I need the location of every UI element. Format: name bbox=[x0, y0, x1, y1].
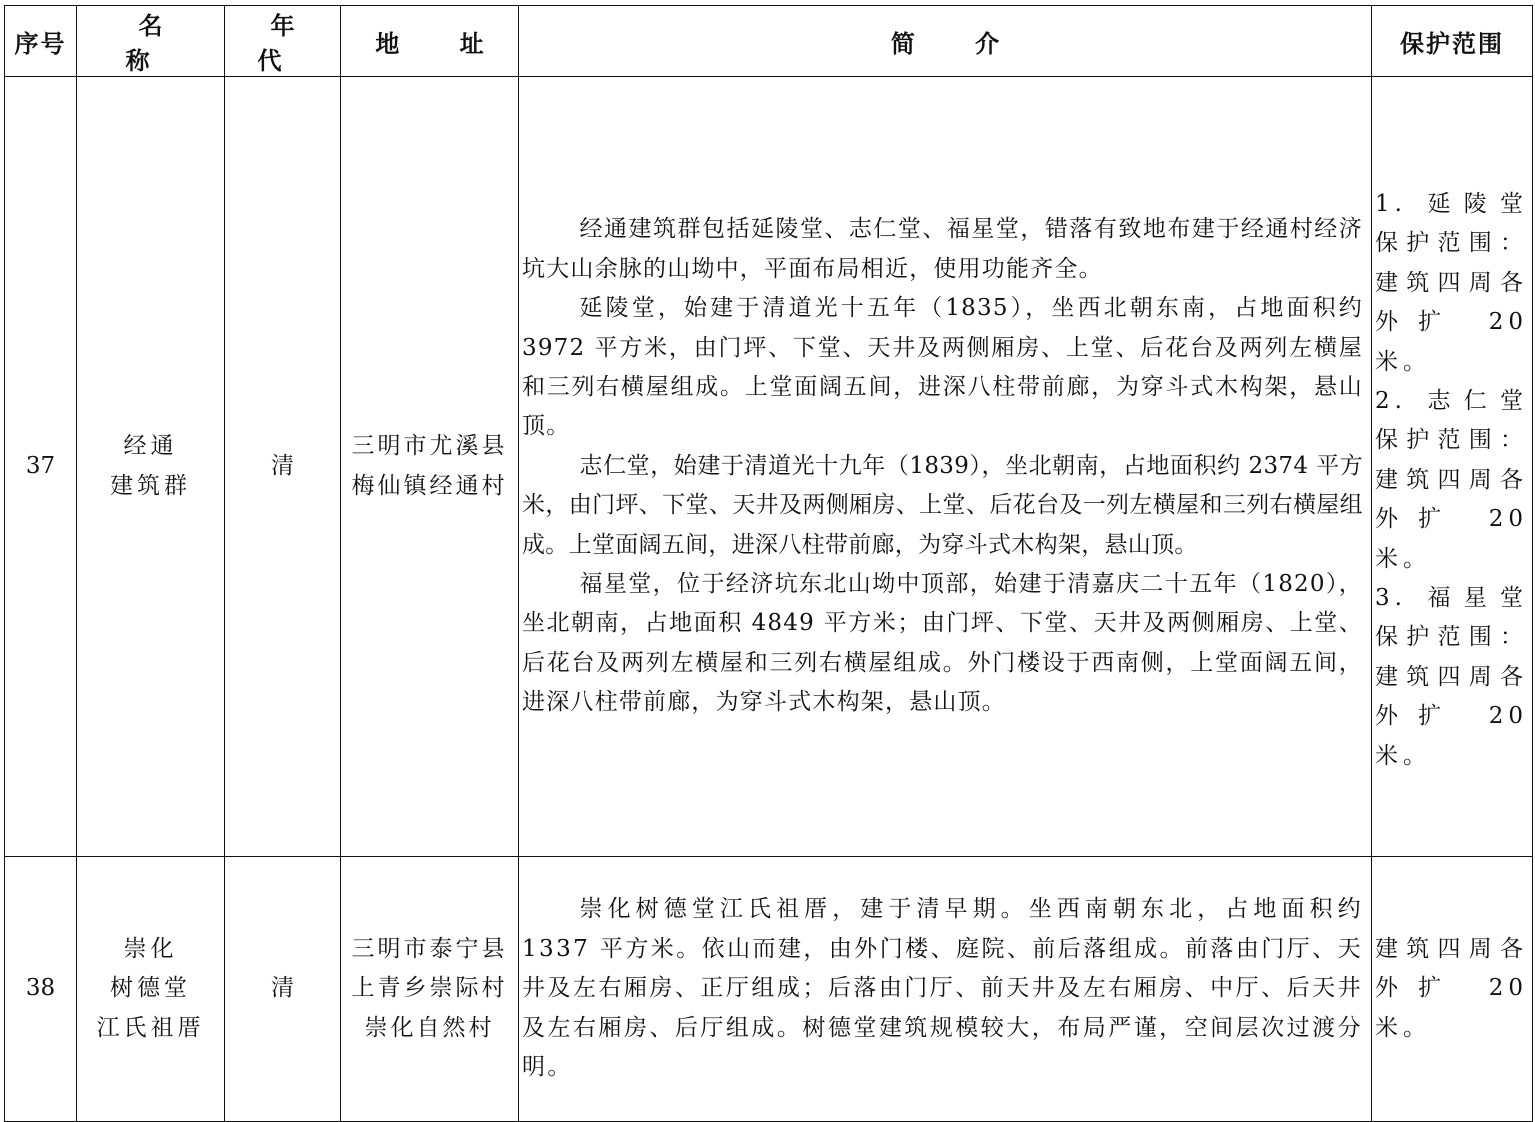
protection-item: 建筑四周各外扩 20 米。 bbox=[1375, 935, 1528, 1041]
protection-cell bbox=[1372, 77, 1533, 857]
intro-paragraph: 崇化树德堂江氏祖厝，建于清早期。坐西南朝东北，占地面积约 1337 平方米。依山而建，由外门楼、庭院、前后落组成。前落由门厅、天井及左右厢房、正厅组成；后落由门厅、前天井及左右厢房、中厅、后天井及左右厢房、后厅组成。树德堂建筑规模较大，布局严谨，空间层次过渡分明。 bbox=[522, 896, 1363, 1081]
protection-item: 1. 延陵堂保护范围：建筑四周各外扩 20 米。 bbox=[1375, 191, 1528, 375]
name-cell: 崇化 树德堂 江氏祖厝 bbox=[77, 857, 225, 1122]
seq-cell: 37 bbox=[5, 77, 77, 857]
era-cell: 清 bbox=[225, 77, 341, 857]
intro-paragraph: 志仁堂，始建于清道光十九年（1839），坐北朝南，占地面积约 2374 平方米，由门坪、下堂、天井及两侧厢房、上堂、后花台及一列左横屋和三列右横屋组成。上堂面阔五间，进深八柱带前廊，为穿斗式木构架，悬山顶。 bbox=[522, 452, 1363, 558]
protection-item: 2. 志仁堂保护范围：建筑四周各外扩 20 米。 bbox=[1375, 388, 1528, 572]
heritage-table bbox=[4, 5, 1533, 1122]
intro-cell bbox=[519, 77, 1372, 857]
seq-cell: 38 bbox=[5, 857, 77, 1122]
era-cell: 清 bbox=[225, 857, 341, 1122]
intro-paragraph: 延陵堂，始建于清道光十五年（1835），坐西北朝东南，占地面积约 3972 平方米，由门坪、下堂、天井及两侧厢房、上堂、后花台及两列左横屋和三列右横屋组成。上堂面阔五间，进深八柱带前廊，为穿斗式木构架，悬山顶。 bbox=[522, 295, 1363, 440]
intro-paragraph: 福星堂，位于经济坑东北山坳中顶部，始建于清嘉庆二十五年（1820），坐北朝南，占地面积 4849 平方米；由门坪、下堂、天井及两侧厢房、上堂、后花台及两列左横屋和三列右横屋组成。外门楼设于西南侧，上堂面阔五间，进深八柱带前廊，为穿斗式木构架，悬山顶。 bbox=[522, 571, 1363, 716]
header-intro: 简 介 bbox=[519, 6, 1372, 77]
protection-item: 3. 福星堂保护范围：建筑四周各外扩 20 米。 bbox=[1375, 585, 1528, 769]
table-row bbox=[5, 77, 1533, 857]
address-cell: 三明市泰宁县上青乡崇际村崇化自然村 bbox=[341, 857, 519, 1122]
intro-cell bbox=[519, 857, 1372, 1122]
header-name: 名 称 bbox=[77, 6, 225, 77]
header-row bbox=[5, 6, 1533, 77]
header-address: 地 址 bbox=[341, 6, 519, 77]
name-cell: 经通 建筑群 bbox=[77, 77, 225, 857]
intro-paragraph: 经通建筑群包括延陵堂、志仁堂、福星堂，错落有致地布建于经通村经济坑大山余脉的山坳中，平面布局相近，使用功能齐全。 bbox=[522, 216, 1363, 282]
address-cell: 三明市尤溪县梅仙镇经通村 bbox=[341, 77, 519, 857]
protection-cell bbox=[1372, 857, 1533, 1122]
header-era: 年 代 bbox=[225, 6, 341, 77]
header-protection: 保护范围 bbox=[1372, 6, 1533, 77]
table-row bbox=[5, 857, 1533, 1122]
header-seq: 序号 bbox=[5, 6, 77, 77]
